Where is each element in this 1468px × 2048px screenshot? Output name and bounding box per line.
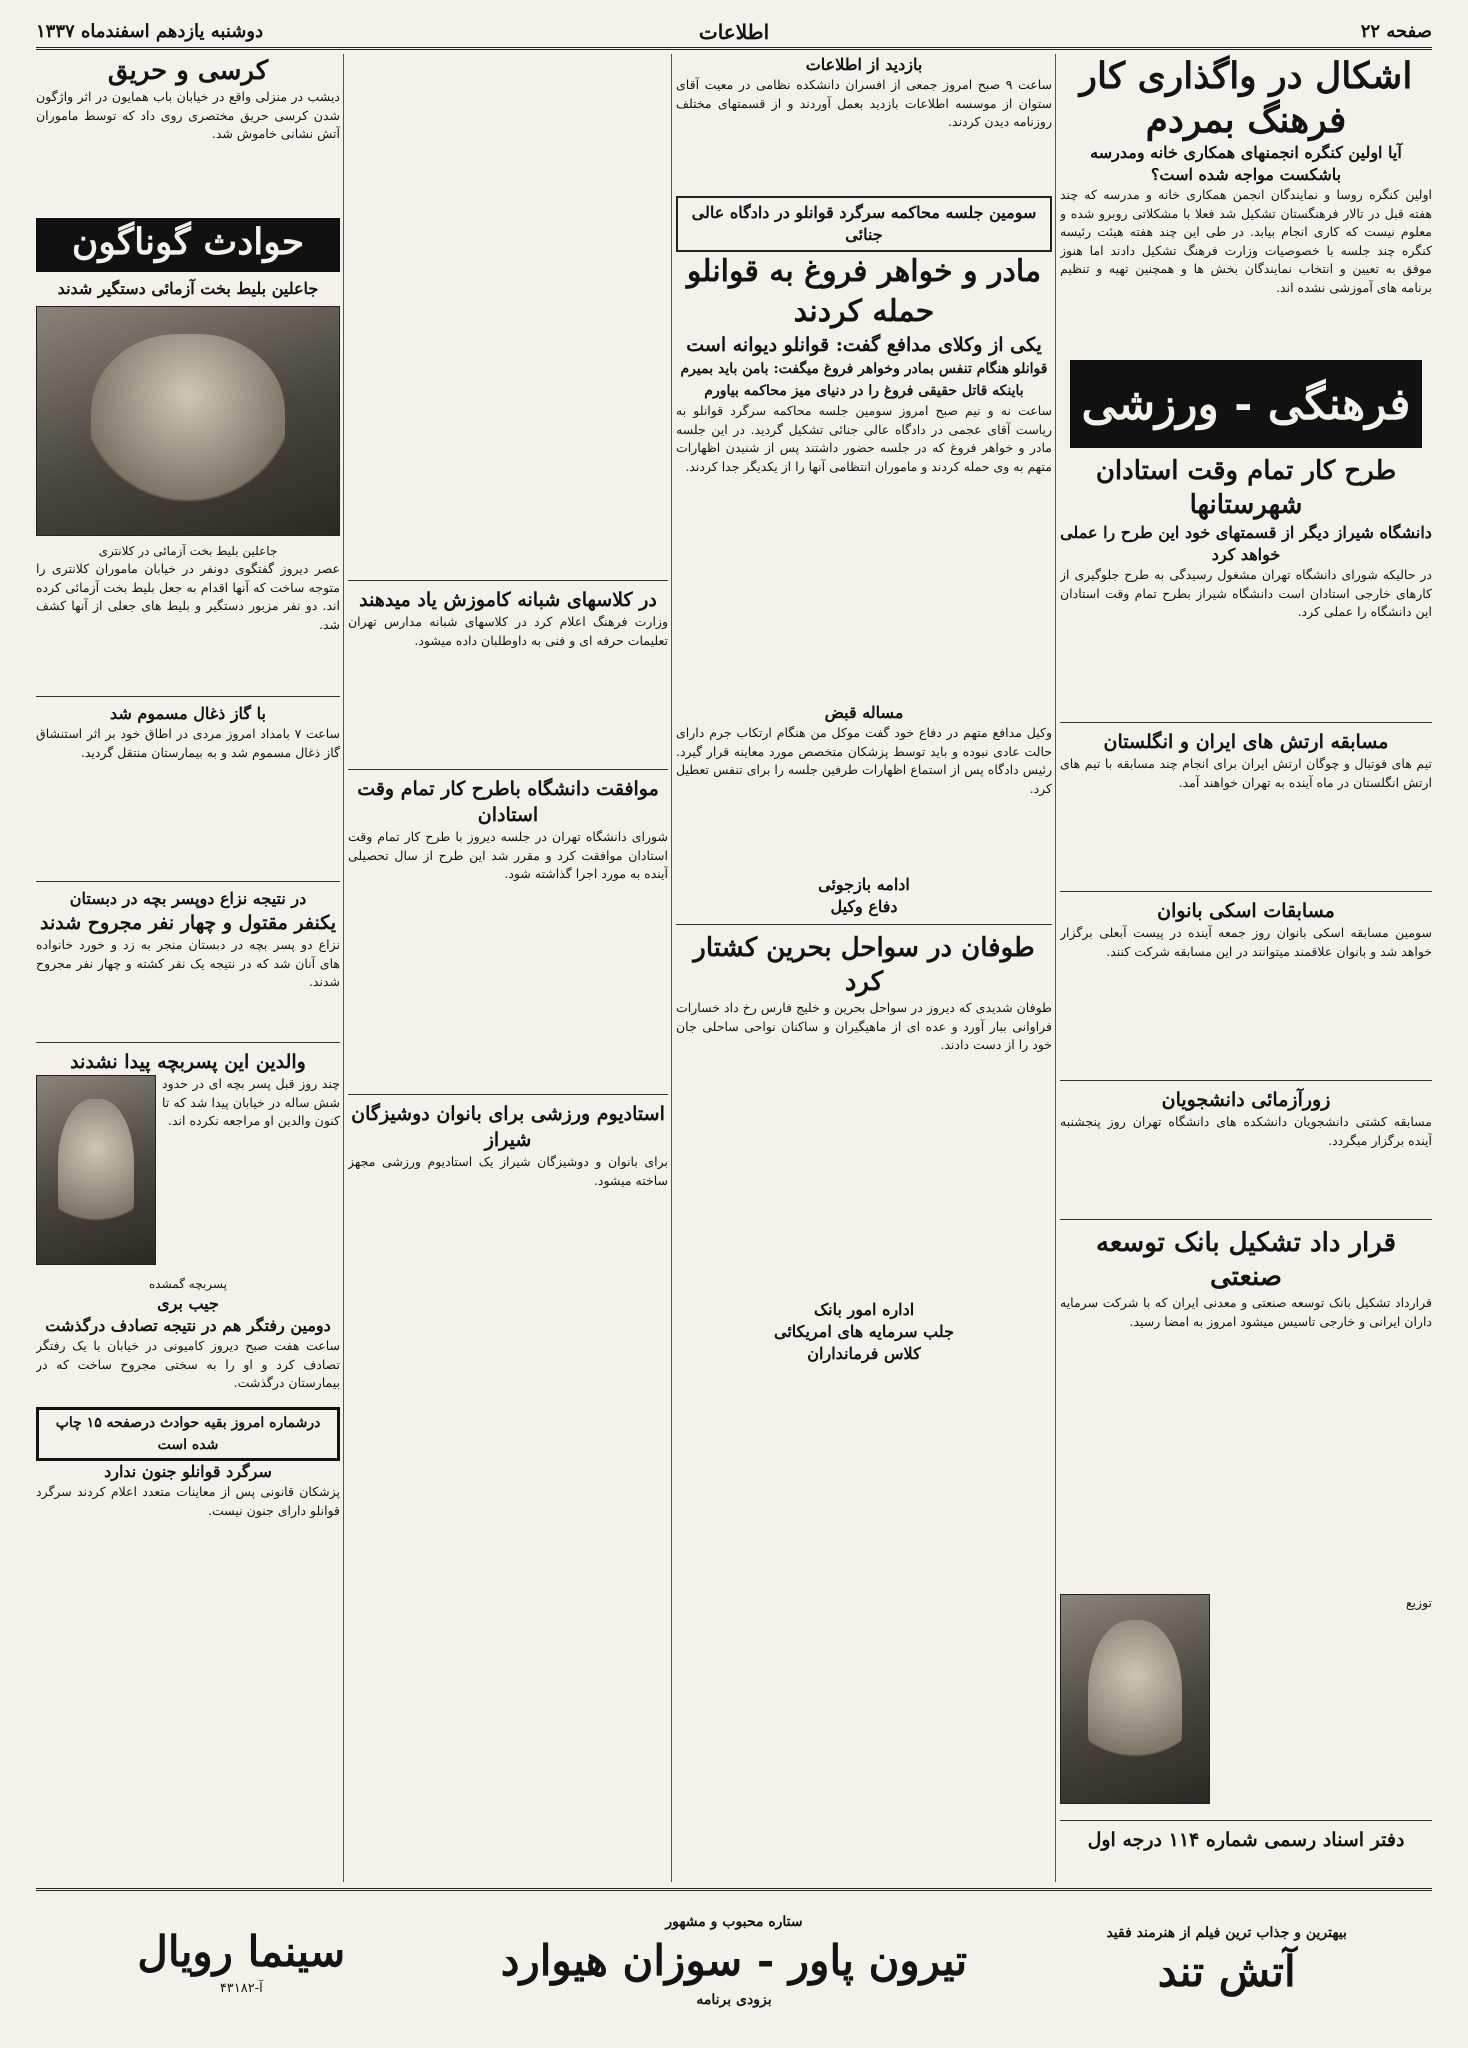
ad2-tagline: ستاره محبوب و مشهور [665,1914,803,1930]
article-school-fight: نزاع دو پسر بچه در دبستان منجر به زد و خورد خانواده های آنان شد که در نتیجه یک نفر کشته و چهار نفر مجروح شدند. [36,937,340,990]
column-rule [671,54,672,1882]
column-trial [676,54,1052,1882]
headline-university-approval: موافقت دانشگاه باطرح کار تمام وقت استادان [357,778,659,826]
subhead-bank-affairs: اداره امور بانک [813,1300,915,1319]
content-grid [36,54,1432,1882]
subhead-interrogation: ادامه بازجوئی [818,875,910,894]
deck-trial: قوانلو هنگام تنفس بمادر وخواهر فروغ میگفت: بامن باید بمیرم باینکه قاتل حقیقی فروغ را در دنیای میز محاکمه بیاورم [680,361,1048,399]
article-night-classes: وزارت فرهنگ اعلام کرد در کلاسهای شبانه مدارس تهران تعلیمات حرفه ای و فنی به داوطلبان داده میشود. [348,614,668,648]
headline-bank: قرار داد تشکیل بانک توسعه صنعتی [1095,1228,1397,1292]
column-rule [1055,54,1056,1882]
subhead-defense: دفاع وکیل [830,897,898,916]
portrait-photo [1060,1594,1210,1804]
paper-name: اطلاعات [698,19,770,44]
article-students: مسابقه کشتی دانشجویان دانشکده های دانشگاه تهران روز پنجشنبه آینده برگزار میگردد. [1060,1114,1432,1148]
headline-trial: مادر و خواهر فروغ به قوانلو حمله کردند [686,254,1042,329]
headline-coal-gas: با گاز ذغال مسموم شد [110,704,266,723]
footer-rule [36,1888,1432,1891]
article-storm: طوفان شدیدی که دیروز در سواحل بحرین و خلیج فارس رخ داد خسارات فراوانی ببار آورد و عده ای از ماهیگیران و ساکنان نواحی ساحلی جان خود را از دست دادند. [676,1000,1052,1053]
lottery-suspects-photo [36,306,340,536]
ad-notary-office: دفتر اسناد رسمی شماره ۱۱۴ درجه اول [1087,1829,1405,1851]
cinema-ads-strip [36,1896,1432,2026]
box-more-incidents: درشماره امروز بقیه حوادث درصفحه ۱۵ چاپ شده است [36,1407,340,1461]
page-number: صفحه ۲۲ [1360,21,1432,42]
ad3-cinema: سینما رویال [137,1927,346,1976]
article-fulltime: در حالیکه شورای دانشگاه تهران مشغول رسیدگی به طرح جلوگیری از کارهای خارجی استادان است دانشگاه شیراز بطرح تمام وقت استادان این دانشگاه را عملی کرد. [1060,567,1432,620]
article-army-match: تیم های فوتبال و چوگان ارتش ایران برای انجام چند مسابقه با تیم های ارتش انگلستان در ماه آینده به تهران خواهند آمد. [1060,756,1432,790]
caption-missing-boy: پسربچه گمشده [149,1277,227,1291]
article-visit: ساعت ۹ صبح امروز جمعی از افسران دانشکده نظامی در معیت آقای ستوان از موسسه اطلاعات بازدید بعمل آوردند و از قسمتهای مختلف روزنامه دیدن کردند. [676,77,1052,130]
subhead-governors-class: کلاس فرمانداران [807,1344,921,1363]
missing-boy-photo [36,1075,156,1265]
column-rule [343,54,344,1882]
article-korsi-fire: دیشب در منزلی واقع در خیابان باب همایون در اثر واژگون شدن کرسی حریق مختصری روی داد که توسط ماموران آتش نشانی خاموش شد. [36,89,340,142]
headline-women-stadium: استادیوم ورزشی برای بانوان دوشیزگان شیراز [351,1103,665,1151]
headline-korsi-fire: کرسی و حریق [107,56,269,86]
section-banner-culture-sport: فرهنگی - ورزشی [1070,360,1422,448]
headline-army-match: مسابقه ارتش های ایران و انگلستان [1103,731,1389,753]
article-sweeper: ساعت هفت صبح دیروز کامیونی در خیابان با یک رفتگر تصادف کرد و او را به سختی مجروح ساخت که در بیمارستان درگذشت. [36,1338,340,1391]
ad1-title: آتش تند [1157,1947,1296,1996]
article-ski: سومین مسابقه اسکی بانوان روز جمعه آینده در پیست آبعلی برگزار خواهد شد و بانوان علاقمند میتوانند در این مسابقه شرکت کنند. [1060,925,1432,959]
subhead-fulltime: دانشگاه شیراز دیگر از قسمتهای خود این طرح را عملی خواهد کرد [1060,523,1432,564]
subhead-american-capital: جلب سرمایه های امریکائی [774,1322,954,1341]
headline-ski: مسابقات اسکی بانوان [1157,900,1335,922]
headline-night-classes: در کلاسهای شبانه کاموزش یاد میدهند [359,589,657,611]
subhead-culture: آیا اولین کنگره انجمنهای همکاری خانه ومدرسه باشکست مواجه شده است؟ [1090,143,1402,184]
subhead-school-fight: یکنفر مقتول و چهار نفر مجروح شدند [40,912,336,934]
trial-overflow-area [348,54,668,574]
issue-date: دوشنبه یازدهم اسفندماه ۱۳۳۷ [36,21,264,42]
article-trial: ساعت نه و نیم صبح امروز سومین جلسه محاکمه سرگرد قوانلو به ریاست آقای عجمی در دادگاه عالی جنائی تشکیل گردید. در این جلسه مادر و خواهر فروغ که در جلسه حضور داشتند پس از شنیدن اظهارات متهم به وی حمله کردند و ماموران انتظامی آنها را از یکدیگر جدا کردند. [676,403,1052,474]
masthead [36,16,1432,50]
ad-cinema-royal [36,1924,447,1998]
caption-distribution: توزیع [1405,1595,1432,1610]
column-incidents [36,54,340,1882]
subhead-trial: یکی از وکلای مدافع گفت: قوانلو دیوانه است [686,334,1042,356]
subhead-receipt: مساله قبض [824,703,904,722]
subhead-pickpocket: جیب بری [157,1294,219,1313]
column-education [348,54,668,1882]
section-banner-incidents: حوادث گوناگون [36,218,340,272]
headline-school-fight: در نتیجه نزاع دوپسر بچه در دبستان [69,889,307,908]
headline-fulltime: طرح کار تمام وقت استادان شهرستانها [1095,456,1397,520]
article-coal-gas: ساعت ۷ بامداد امروز مردی در اطاق خود بر اثر استنشاق گاز ذغال مسموم شد و به بیمارستان منتقل گردید. [36,726,340,760]
headline-lottery: جاعلین بلیط بخت آزمائی دستگیر شدند [57,279,319,298]
article-lottery: عصر دیروز گفتگوی دونفر در خیابان ماموران کلانتری را متوجه ساخت که آنها اقدام به جعل بلیط بخت آزمائی کرده اند. دو نفر مزبور دستگیر و بلیط های جعلی از آنها کشف شد. [36,561,340,632]
headline-storm: طوفان در سواحل بحرین کشتار کرد [693,933,1035,997]
ad1-tagline: بیهترین و جذاب ترین فیلم از هنرمند فقید [1106,1925,1347,1941]
headline-culture: اشکال در واگذاری کار فرهنگ بمردم [1079,55,1413,141]
headline-missing-boy: والدین این پسربچه پیدا نشدند [70,1051,306,1073]
headline-not-insane: سرگرد قوانلو جنون ندارد [104,1462,272,1481]
headline-sweeper: دومین رفتگر هم در نتیجه تصادف درگذشت [45,1316,331,1335]
article-culture: اولین کنگره روسا و نمایندگان انجمن همکاری خانه و مدرسه که چند هفته قبل در تالار فرهنگستان تشکیل شد فعلا با مشکلاتی روبرو شده و معلوم نیست که کاری انجام بیابد. در طی این چند هفته هیئت رئیسه کنگره چند جلسه با خصوصیات وزارت فرهنگ تشکیل دادند اما هنوز موفق به تعیین و انتخاب نمایندگان بخش ها و همچنین تهیه و تنظیم برنامه های آموزشی نشده اند. [1060,187,1432,295]
article-bank: قرارداد تشکیل بانک توسعه صنعتی و معدنی ایران که با شرکت سرمایه داران ایرانی و خارجی تاسیس میشود امروز به امضا رسید. [1060,1295,1432,1329]
box-trial-session: سومین جلسه محاکمه سرگرد قوانلو در دادگاه عالی جنائی [676,196,1052,252]
ad3-code: آ-۴۳۱۸۲ [219,1981,263,1996]
kicker-visit: بازدید از اطلاعات [805,55,923,74]
article-trial-continued: وکیل مدافع متهم در دفاع خود گفت موکل من هنگام ارتکاب جرم دارای حالت عادی نبوده و باید توسط پزشکان متخصص مورد معاینه قرار گیرد. رئیس دادگاه پس از استماع اظهارات طرفین جلسه را برای تنفس تعطیل کرد. [676,725,1052,796]
headline-students: زورآزمائی دانشجویان [1161,1089,1331,1111]
ad-stars [447,1911,1022,2011]
article-university-approval: شورای دانشگاه تهران در جلسه دیروز با طرح کار تمام وقت استادان موافقت کرد و مقرر شد این طرح از سال تحصیلی آینده به مورد اجرا گذاشته شود. [348,829,668,882]
article-women-stadium: برای بانوان و دوشیزگان شیراز یک استادیوم ورزشی مجهز ساخته میشود. [348,1154,668,1188]
ad-atash-tond [1021,1922,1432,2000]
caption-lottery-photo: جاعلین بلیط بخت آزمائی در کلانتری [98,544,278,558]
ad2-stars: تیرون پاور - سوزان هیوارد [500,1936,968,1985]
column-culture [1060,54,1432,1882]
article-missing-boy: چند روز قبل پسر بچه ای در حدود شش ساله در خیابان پیدا شد که تا کنون والدین او مراجعه نکرده اند. [162,1076,340,1129]
article-not-insane: پزشکان قانونی پس از معاینات متعدد اعلام کردند سرگرد قوانلو دارای جنون نیست. [36,1484,340,1518]
ad2-note: بزودی برنامه [696,1992,772,2008]
